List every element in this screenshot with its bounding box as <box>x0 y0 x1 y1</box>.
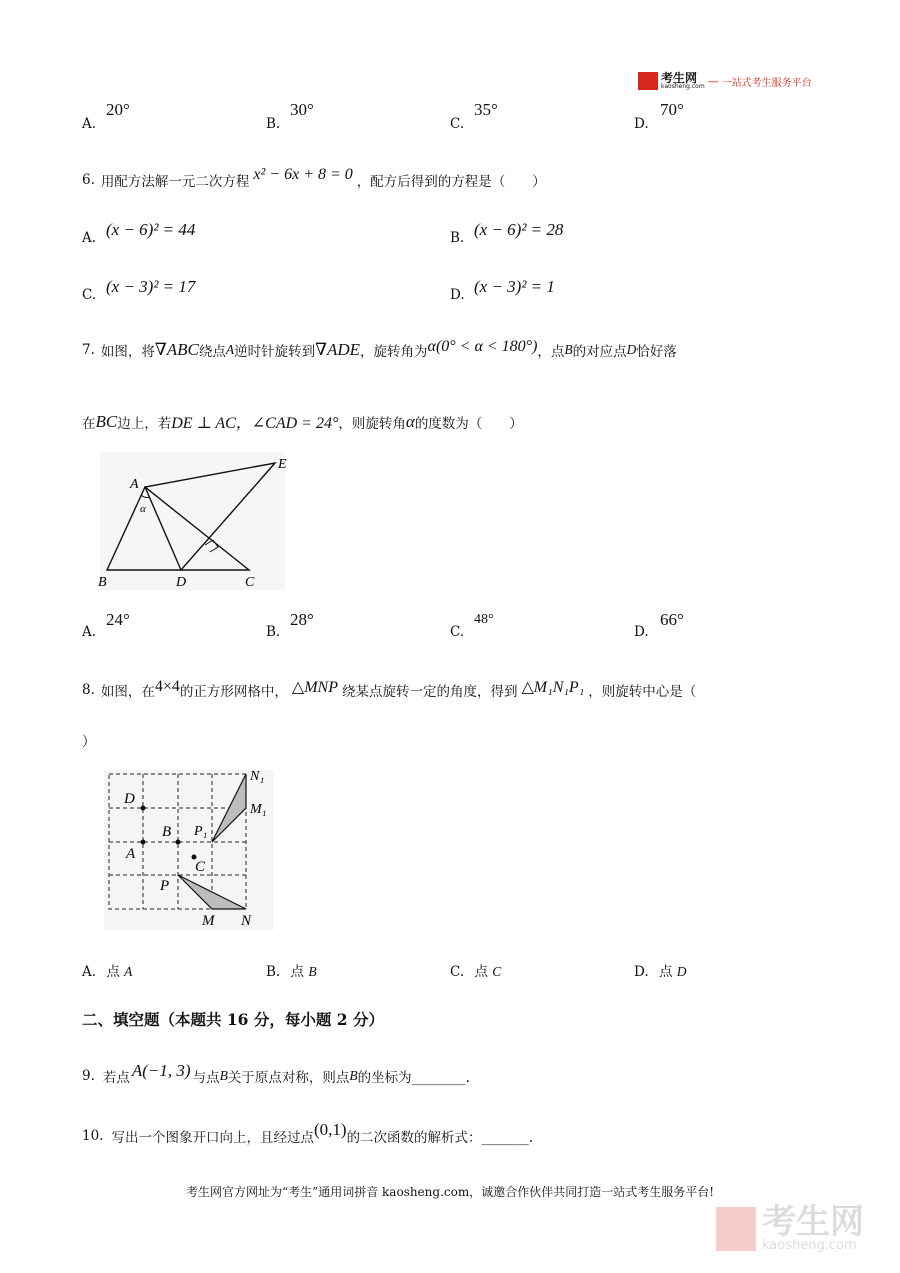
header-logo: 考生网 kaosheng.com — 一站式考生服务平台 <box>638 72 812 90</box>
q7-angle-range: α(0° < α < 180°) <box>427 338 538 355</box>
q6-option-b-letter: B. <box>450 230 465 246</box>
q7-label-b: B <box>98 575 107 590</box>
q7-option-d-letter: D. <box>634 624 649 640</box>
q8-label-m: M <box>202 913 215 929</box>
question-8 <box>82 680 696 700</box>
q5-option-b-letter: B. <box>266 116 281 132</box>
q8-option-c-letter: C. <box>450 964 465 980</box>
q7-condition: DE ⊥ AC，∠CAD = 24° <box>171 415 339 432</box>
q8-option-c <box>450 960 501 980</box>
q6-option-c-value: (x − 3)² = 17 <box>106 277 196 296</box>
q8-option-a-letter: A. <box>82 964 97 980</box>
q7-point-a: A <box>225 342 235 357</box>
q7-text: 的对应点 <box>572 344 627 360</box>
q10-answer-blank: 的二次函数的解析式：_______. <box>346 1130 534 1146</box>
q6-option-a-value: (x − 6)² = 44 <box>106 220 196 239</box>
q7-option-c-letter: C. <box>450 624 465 640</box>
q7-label-c: C <box>245 575 255 590</box>
question-7-line2 <box>82 410 523 433</box>
q10-text: 写出一个图象开口向上，且经过点 <box>111 1130 314 1146</box>
q8-option-c-prefix: 点 <box>474 964 488 980</box>
q10-number: 10. <box>82 1128 104 1144</box>
watermark-name: 考生网 <box>762 1202 864 1242</box>
q7-alpha: α <box>405 411 415 431</box>
q7-figure-background <box>100 452 285 590</box>
q5-option-b-value: 30° <box>290 100 314 119</box>
q8-point-b-dot <box>176 840 181 845</box>
q8-text: ，则旋转中心是（ <box>588 684 697 700</box>
q7-point-b: B <box>564 342 573 357</box>
q8-label-c: C <box>195 859 206 875</box>
q8-grid-size: 4×4 <box>154 678 180 695</box>
question-9 <box>82 1061 470 1086</box>
q10-point: (0,1) <box>313 1120 347 1139</box>
q9-text: 若点 <box>102 1070 130 1086</box>
q8-label-b: B <box>162 824 172 840</box>
q8-option-d-value: D <box>676 964 687 979</box>
q8-text: 如图，在 <box>100 684 155 700</box>
q9-point-b: B <box>219 1068 228 1083</box>
q7-triangle-figure <box>92 452 292 592</box>
q8-triangle-m1n1p1: △M₁N₁P₁ <box>521 679 585 696</box>
q9-text: 关于原点对称，则点 <box>227 1070 350 1086</box>
q7-segment-bc: BC <box>95 411 118 431</box>
section-2-title: 二、填空题（本题共 16 分，每小题 2 分） <box>82 1010 384 1029</box>
q9-point-a: A(−1, 3) <box>131 1061 191 1080</box>
q8-option-b-letter: B. <box>266 964 281 980</box>
q6-option-c-letter: C. <box>82 287 97 303</box>
q7-triangle-abc: ∇ABC <box>154 340 199 359</box>
q7-option-b-letter: B. <box>266 624 281 640</box>
q8-option-a-prefix: 点 <box>106 964 120 980</box>
watermark-logo-icon <box>716 1207 756 1251</box>
q7-point-d: D <box>626 342 637 357</box>
q8-label-d: D <box>124 791 135 807</box>
question-7-line1 <box>82 340 677 360</box>
q7-label-a: A <box>130 477 139 492</box>
q7-text: ，则旋转角 <box>338 415 406 432</box>
q5-option-a-value: 20° <box>106 100 130 119</box>
q8-point-a-dot <box>141 840 146 845</box>
q7-text: 逆时针旋转到 <box>234 344 316 360</box>
q6-text-after: ，配方后得到的方程是（ ） <box>356 174 546 190</box>
q8-option-d-prefix: 点 <box>658 964 673 980</box>
q8-text: 的正方形网格中， <box>179 684 288 700</box>
q8-label-p1: P₁ <box>194 824 208 839</box>
brand-slogan: 一站式考生服务平台 <box>721 77 812 89</box>
q7-number: 7. <box>82 342 95 358</box>
q8-label-p: P <box>160 878 170 894</box>
q9-point-b-repeat: B <box>349 1068 358 1083</box>
q8-number: 8. <box>82 682 95 698</box>
q7-text: 的度数为（ ） <box>414 415 523 432</box>
q6-option-d-letter: D. <box>450 287 465 303</box>
question-6 <box>82 166 546 190</box>
q8-label-n: N <box>241 913 252 929</box>
q9-text: 与点 <box>192 1070 220 1086</box>
q9-answer-blank: 的坐标为________. <box>357 1070 470 1086</box>
q5-option-d-value: 70° <box>660 100 684 119</box>
watermark-domain: kaosheng.com <box>762 1238 857 1253</box>
q7-label-alpha: α <box>140 503 146 515</box>
q8-option-d-letter: D. <box>634 964 649 980</box>
q7-text: 如图，将 <box>100 344 155 360</box>
question-10 <box>82 1120 534 1146</box>
q6-option-b-value: (x − 6)² = 28 <box>474 220 564 239</box>
q8-grid-figure <box>100 766 280 932</box>
q8-label-n1: N₁ <box>250 769 265 784</box>
q7-text: 边上，若 <box>117 415 172 432</box>
q6-option-a-letter: A. <box>82 230 97 246</box>
q8-option-c-value: C <box>492 964 502 979</box>
q6-equation: x² − 6x + 8 = 0 <box>253 166 353 183</box>
q6-option-d-value: (x − 3)² = 1 <box>474 277 555 296</box>
footer-watermark <box>716 1202 864 1253</box>
q9-number: 9. <box>82 1068 95 1084</box>
brand-domain: kaosheng.com <box>661 83 705 90</box>
q8-point-d-dot <box>141 806 146 811</box>
q8-option-b-prefix: 点 <box>290 964 305 980</box>
brand-logo-icon <box>638 72 658 90</box>
brand-name: 考生网 <box>661 71 698 85</box>
q7-triangle-ade: ∇ADE <box>315 340 361 359</box>
q7-text: ，旋转角为 <box>360 344 428 360</box>
q7-text: ，点 <box>537 344 565 360</box>
q8-text-closing: ） <box>82 734 96 750</box>
q8-text: 绕某点旋转一定的角度，得到 <box>342 684 518 700</box>
q8-label-m1: M₁ <box>250 802 267 817</box>
q8-option-b <box>266 960 317 980</box>
q8-option-a-value: A <box>124 964 133 979</box>
q7-option-c-value: 48° <box>474 612 494 627</box>
q5-option-c-letter: C. <box>450 116 465 132</box>
q7-label-e: E <box>278 457 287 472</box>
q6-number: 6. <box>82 172 95 188</box>
q7-option-a-value: 24° <box>106 610 130 629</box>
q8-option-a <box>82 960 132 980</box>
q8-triangle-mnp: △MNP <box>291 679 338 696</box>
q8-label-a: A <box>126 846 136 862</box>
q7-text: 恰好落 <box>636 344 677 360</box>
q7-text: 在 <box>82 415 96 432</box>
q7-label-d: D <box>176 575 187 590</box>
q5-option-c-value: 35° <box>474 100 498 119</box>
q5-option-d-letter: D. <box>634 116 649 132</box>
footer-text: 考生网官方网址为“考生”通用词拼音 kaosheng.com，诚邀合作伙伴共同打造一站式考生服务平台! <box>185 1185 715 1199</box>
q8-option-d <box>634 960 686 980</box>
q7-text: 绕点 <box>198 344 226 360</box>
q7-option-a-letter: A. <box>82 624 97 640</box>
q8-option-b-value: B <box>308 964 317 979</box>
q7-option-b-value: 28° <box>290 610 314 629</box>
q5-option-a-letter: A. <box>82 116 97 132</box>
q7-option-d-value: 66° <box>660 610 684 629</box>
q6-text-before: 用配方法解一元二次方程 <box>100 174 250 190</box>
